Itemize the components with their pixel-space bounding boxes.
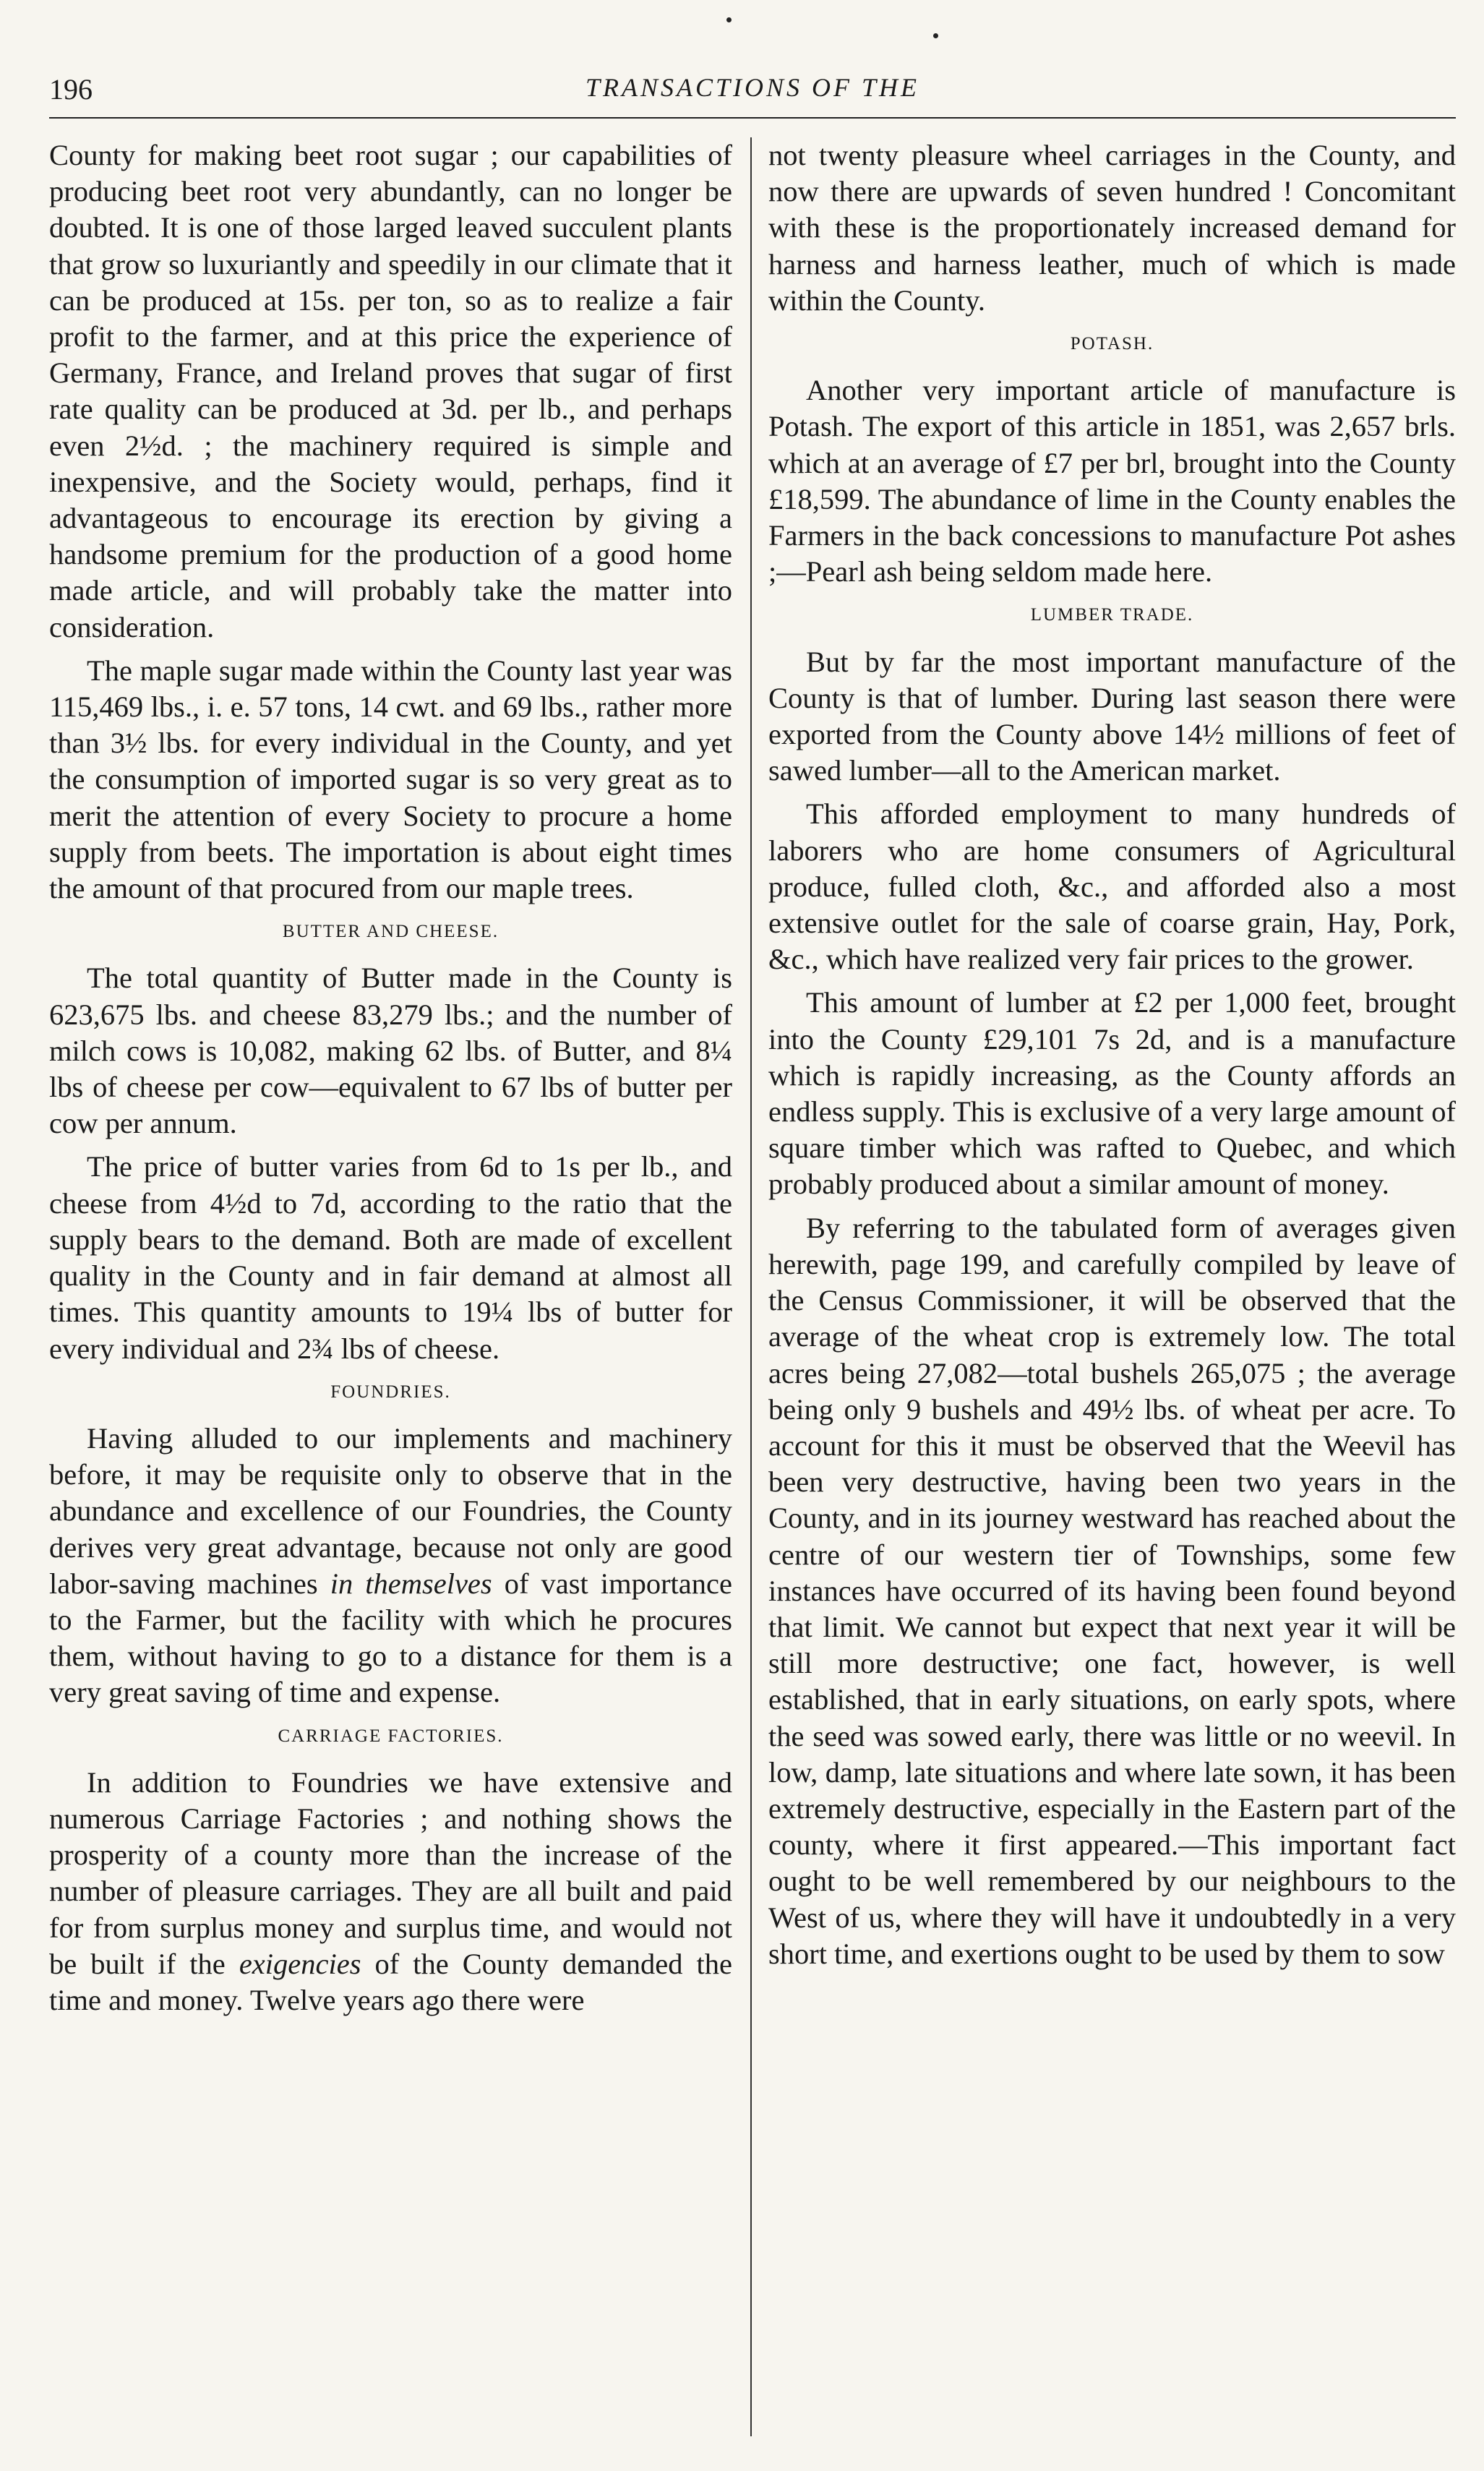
emphasis: in themselves xyxy=(330,1567,492,1600)
paragraph xyxy=(49,1421,732,1711)
page-number: 196 xyxy=(49,73,93,106)
paragraph: County for making beet root sugar ; our capabilities of producing beet root very abundantly, can no longer be doubted. It is one of those larged leaved succulent plants that grow so luxuriantly and speedily in our climate that it can be produced at 15s. per ton, so as to realize a fair profit to the farmer, and at this price the experience of Germany, France, and Ireland proves that sugar of first rate quality can be produced at 3d. per lb., and perhaps even 2½d. ; the machinery required is simple and inexpensive, and the Society would, perhaps, find it advantageous to encourage its erection by giving a handsome premium for the production of a good home made article, and will probably take the matter into consideration. xyxy=(49,139,732,643)
paragraph: The price of butter varies from 6d to 1s per lb., and cheese from 4½d to 7d, according to the ratio that the supply bears to the demand. Both are made of excellent quality in the County and in fair demand at almost all times. This quantity amounts to 19¼ lbs of butter for every individual and 2¾ lbs of cheese. xyxy=(49,1150,732,1365)
paragraph: not twenty pleasure wheel carriages in the County, and now there are upwards of seven hundred ! Concomitant with these is the proportionately increased demand for harness and harness leather, much of which is made within the County. xyxy=(768,139,1456,317)
section-heading-carriage-factories: CARRIAGE FACTORIES. xyxy=(278,1726,504,1746)
text-run: Having alluded to our implements and machinery before, it may be requisite only to observe that in the abundance and excellence of our Foundries, the County derives very great advantage, because not only are good labor-saving machines xyxy=(49,1421,732,1600)
page xyxy=(49,0,1456,2471)
paragraph: The maple sugar made within the County last year was 115,469 lbs., i. e. 57 tons, 14 cwt. and 69 lbs., rather more than 3½ lbs. for every individual in the County, and yet the consumption of imported sugar is so very great as to merit the attention of every Society to procure a home supply from beets. The importation is about eight times the amount of that procured from our maple trees. xyxy=(49,654,732,905)
running-head: TRANSACTIONS OF THE xyxy=(585,73,920,102)
column-rule xyxy=(750,137,752,2436)
text-run: of vast importance to the Farmer, but the facility with which he procures them, without having to go to a distance for them is a very great saving of time and expense. xyxy=(49,1567,732,1709)
paragraph: By referring to the tabulated form of averages given herewith, page 199, and carefully compiled by leave of the Census Commissioner, it will be observed that the average of the wheat crop is extremely low. The total acres being 27,082—total bushels 265,075 ; the average being only 9 bushels and 49½ lbs. of wheat per acre. To account for this it must be observed that the Weevil has been very destructive, having been two years in the County, and in its journey westward has reached about the centre of our western tier of Townships, some few instances have occurred of its having been found beyond that limit. We cannot but expect that next year it will be still more destructive; one fact, however, is well established, that in early situations, on early spots, where the seed was sowed early, there was little or no weevil. In low, damp, late situations and where late sown, it has been extremely destructive, especially in the Eastern part of the county, where it first appeared.—This important fact ought to be well remembered by our neighbours to the West of us, where they will have it undoubtedly in a very short time, and exertions ought to be used by them to sow xyxy=(768,1211,1456,1970)
right-column xyxy=(768,137,1456,1979)
text-run: In addition to Foundries we have extensive and numerous Carriage Factories ; and nothing shows the prosperity of a county more than the increase of the number of pleasure carriages. They are all built and paid for from surplus money and surplus time, and would not be built if the xyxy=(49,1765,732,1980)
section-heading-foundries: FOUNDRIES. xyxy=(330,1382,451,1402)
section-heading-potash: POTASH. xyxy=(1070,334,1154,354)
paragraph: This amount of lumber at £2 per 1,000 feet, brought into the County £29,101 7s 2d, and is a manufacture which is rapidly increasing, as the County affords an endless supply. This is exclusive of a very large amount of square timber which was rafted to Quebec, and which probably produced about a similar amount of money. xyxy=(768,986,1456,1201)
paragraph: But by far the most important manufacture of the County is that of lumber. During last season there were exported from the County above 14½ millions of feet of sawed lumber—all to the American market. xyxy=(768,645,1456,787)
paragraph: This afforded employment to many hundreds of laborers who are home consumers of Agricultural produce, fulled cloth, &c., and afforded also a most extensive outlet for the sale of coarse grain, Hay, Pork, &c., which have realized very fair prices to the grower. xyxy=(768,797,1456,976)
left-column xyxy=(49,137,732,2026)
paragraph xyxy=(49,1765,732,2018)
section-heading-butter-cheese: BUTTER AND CHEESE. xyxy=(282,922,499,942)
text-run: of the County demanded the time and money. Twelve years ago there were xyxy=(49,1947,732,2016)
paragraph: Another very important article of manufacture is Potash. The export of this article in 1851, was 2,657 brls. which at an average of £7 per brl, brought into the County £18,599. The abundance of lime in the County enables the Farmers in the back concessions to manufacture Pot ashes ;—Pearl ash being seldom made here. xyxy=(768,374,1456,588)
paragraph: The total quantity of Butter made in the County is 623,675 lbs. and cheese 83,279 lbs.; and the number of milch cows is 10,082, making 62 lbs. of Butter, and 8¼ lbs of cheese per cow—equivalent to 67 lbs of butter per cow per annum. xyxy=(49,962,732,1140)
emphasis: exigencies xyxy=(239,1947,361,1980)
section-heading-lumber-trade: LUMBER TRADE. xyxy=(1030,605,1194,625)
page-header xyxy=(49,67,1456,119)
